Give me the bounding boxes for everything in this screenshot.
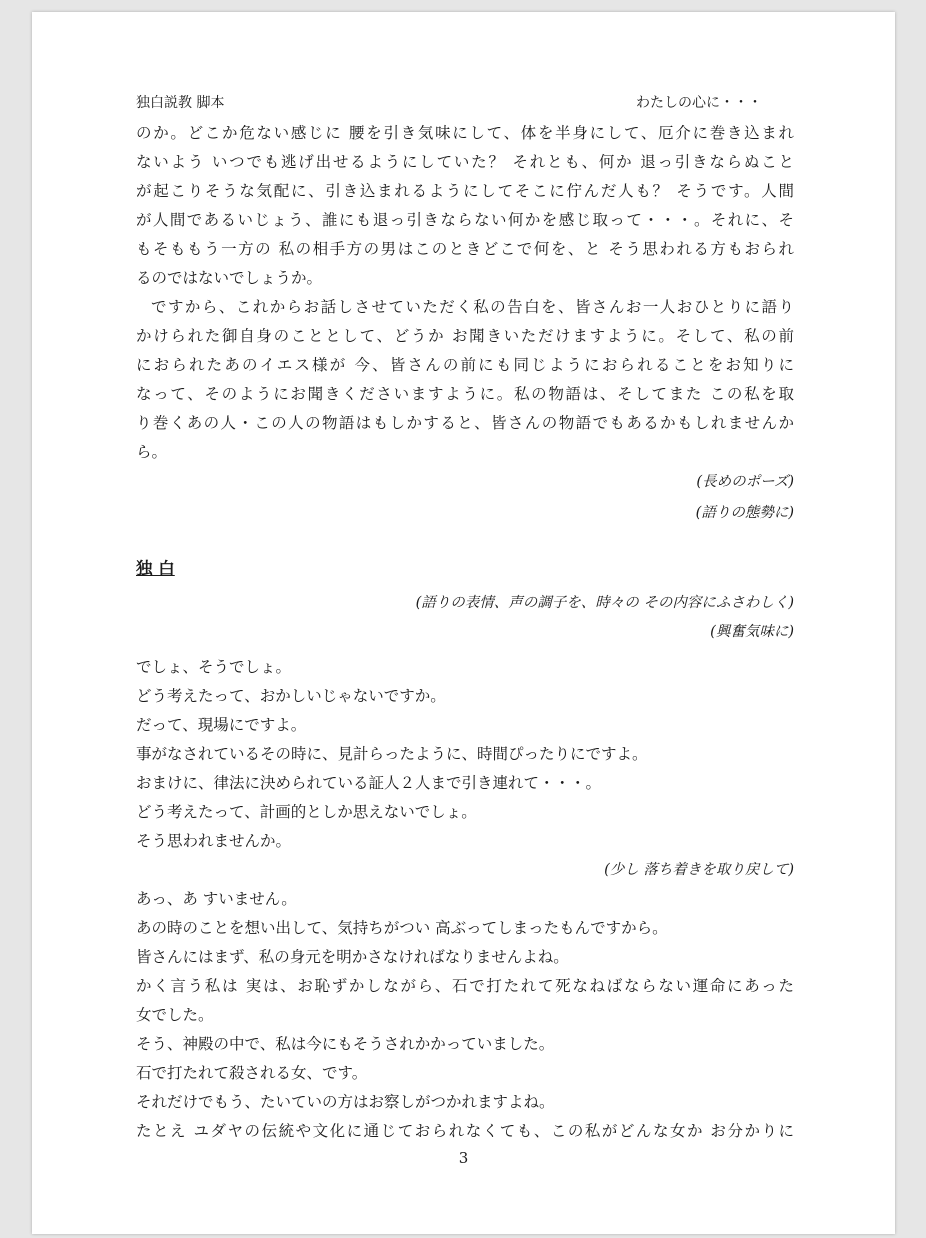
text-line: もそももう一方の 私の相手方の男はこのときどこで何を、と そう思われる方もおられ (136, 240, 794, 258)
document-body (136, 119, 794, 1146)
monologue-line: どう考えたって、計画的としか思えないでしょ。 (136, 803, 477, 821)
monologue-line: たとえ ユダヤの伝統や文化に通じておられなくても、この私がどんな女か お分かりに (136, 1122, 794, 1140)
monologue-line: かく言う私は 実は、お恥ずかしながら、石で打たれて死なねばならない運命にあった (136, 977, 794, 995)
header-title: 独白説教 脚本 (136, 95, 225, 111)
monologue-line: それだけでもう、たいていの方はお察しがつかれますよね。 (136, 1093, 555, 1111)
text-line: るのではないでしょうか。 (136, 269, 323, 287)
text-line: り巻くあの人・この人の物語はもしかすると、皆さんの物語でもあるかもしれませんか (136, 414, 794, 432)
monologue-line: 皆さんにはまず、私の身元を明かさなければなりませんよね。 (136, 948, 569, 966)
text-line: が人間であるいじょう、誰にも退っ引きならない何かを感じ取って・・・。それに、そ (136, 211, 794, 229)
text-line: におられたあのイエス様が 今、皆さんの前にも同じようにおられることをお知りに (136, 356, 794, 374)
monologue-line: 事がなされているその時に、見計らったように、時間ぴったりにですよ。 (136, 745, 648, 763)
text-line: のか。どこか危ない感じに 腰を引き気味にして、体を半身にして、厄介に巻き込まれ (136, 124, 794, 142)
monologue-line: あっ、あ すいません。 (136, 890, 297, 908)
text-line: ないよう いつでも逃げ出せるようにしていた？ それとも、何か 退っ引きならぬこと (136, 153, 794, 171)
monologue-line: 女でした。 (136, 1006, 214, 1024)
text-line: が起こりそうな気配に、引き込まれるようにしてそこに佇んだ人も？ そうです。人間 (136, 182, 794, 200)
page-number: 3 (458, 1149, 469, 1167)
stage-direction: (語りの態勢に) (695, 505, 794, 521)
stage-direction: (少し 落ち着きを取り戻して) (604, 862, 794, 878)
text-line: なって、そのようにお聞きくださいますように。私の物語は、そしてまた この私を取 (136, 385, 794, 403)
monologue-line: 石で打たれて殺される女、です。 (136, 1064, 368, 1082)
text-line: ら。 (136, 443, 168, 461)
header-subtitle: わたしの心に・・・ (636, 95, 762, 111)
section-title: 独 白 (136, 559, 175, 578)
document-page (32, 12, 895, 1234)
monologue-line: そう思われませんか。 (136, 832, 292, 850)
text-line: かけられた御自身のこととして、どうか お聞きいただけますように。そして、私の前 (136, 327, 794, 345)
monologue-line: おまけに、律法に決められている証人２人まで引き連れて・・・。 (136, 774, 602, 792)
stage-direction: (長めのポーズ) (696, 474, 794, 490)
monologue-line: だって、現場にですよ。 (136, 716, 307, 734)
monologue-line: そう、神殿の中で、私は今にもそうされかかっていました。 (136, 1035, 555, 1053)
monologue-line: どう考えたって、おかしいじゃないですか。 (136, 687, 446, 705)
stage-direction: (興奮気味に) (710, 624, 794, 640)
monologue-line: あの時のことを想い出して、気持ちがつい 高ぶってしまったもんですから。 (136, 919, 668, 937)
text-line: ですから、これからお話しさせていただく私の告白を、皆さんお一人おひとりに語り (151, 298, 794, 316)
stage-direction: (語りの表情、声の調子を、時々の その内容にふさわしく) (415, 595, 794, 611)
monologue-line: でしょ、そうでしょ。 (136, 658, 292, 676)
